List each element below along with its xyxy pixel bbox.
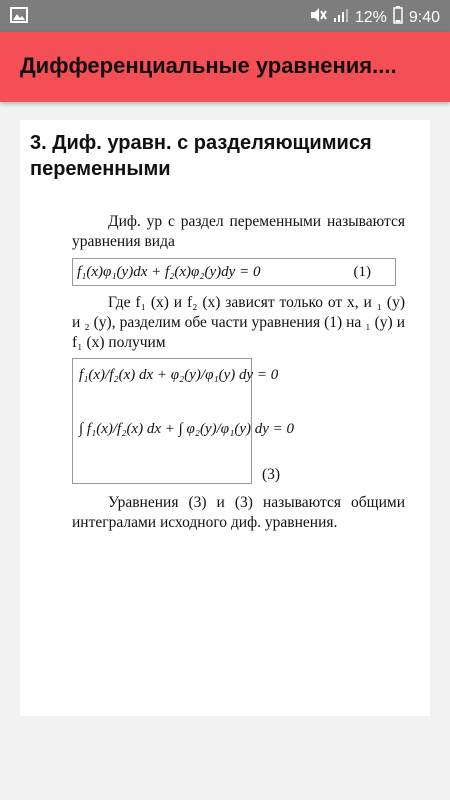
battery-icon bbox=[393, 6, 403, 29]
document-page bbox=[20, 120, 430, 716]
formula-1 bbox=[72, 258, 396, 286]
paragraph-intro: Диф. ур с раздел переменными называются уравнения вида bbox=[72, 213, 405, 250]
gallery-icon bbox=[10, 7, 28, 28]
clock: 9:40 bbox=[408, 8, 440, 26]
signal-icon bbox=[333, 7, 349, 28]
section-heading: 3. Диф. уравн. с разделяющимися переменными bbox=[30, 132, 372, 180]
battery-level: 12% bbox=[354, 8, 387, 26]
formula-1-text: f₁(x)φ₁(y)dx + f₂(x)φ₂(y)dy = 0 bbox=[77, 264, 261, 280]
formula-2-number: (3) bbox=[262, 466, 281, 483]
formula-2-line-1: f₁(x)/f₂(x) dx + φ₂(y)/φ₁(y) dy = 0 bbox=[79, 367, 279, 383]
app-bar bbox=[0, 32, 450, 102]
formula-2-line-2: ∫ f₁(x)/f₂(x) dx + ∫ φ₂(y)/φ₁(y) dy = 0 bbox=[79, 421, 294, 437]
app-title: Дифференциальные уравнения.... bbox=[20, 53, 397, 78]
formula-1-number: (1) bbox=[353, 264, 371, 280]
paragraph-divide: Где f₁ (x) и f₂ (x) зависят только от x, и ₁ (y) и ₂ (y), разделим обе части уравнения (1) на ₁ (y) и f₁ (x) получим bbox=[72, 294, 405, 351]
mute-icon bbox=[309, 7, 327, 28]
formula-2 bbox=[72, 358, 294, 484]
status-bar bbox=[0, 0, 450, 32]
paragraph-conclusion: Уравнения (3) и (3) называются общими интегралами исходного диф. уравнения. bbox=[72, 494, 405, 531]
